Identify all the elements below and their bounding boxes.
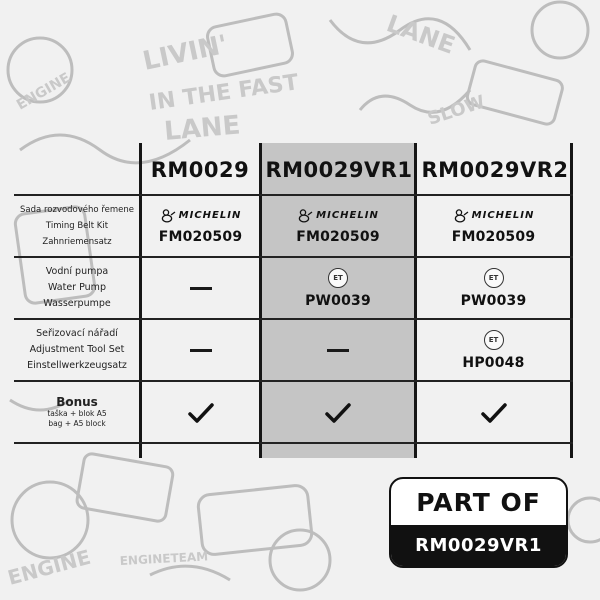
svg-text:ENGINE: ENGINE <box>5 544 94 590</box>
column-header-rm0029vr2: RM0029VR2 <box>421 158 569 182</box>
part-code: FM020509 <box>296 228 380 245</box>
cell-water-pump-rm0029vr1 <box>262 259 414 318</box>
cell-bonus-rm0029vr1 <box>262 383 414 442</box>
michelin-man-icon <box>453 209 469 223</box>
michelin-logo: MICHELIN <box>297 209 379 223</box>
dash-icon <box>327 349 349 352</box>
badge-bottom-text: RM0029VR1 <box>391 525 566 566</box>
part-code: PW0039 <box>460 293 527 309</box>
cell-bonus-rm0029 <box>142 383 259 442</box>
dash-icon <box>190 287 212 290</box>
check-icon <box>325 402 351 424</box>
svg-text:IN THE FAST: IN THE FAST <box>147 70 301 116</box>
row-label-adjustment-tool-set: Seřizovací nářadí Adjustment Tool Set Einstellwerkzeugsatz <box>27 328 127 371</box>
part-of-badge <box>389 477 568 568</box>
cell-water-pump-rm0029 <box>142 259 259 318</box>
cell-timing-belt-rm0029vr1 <box>262 197 414 256</box>
cell-tool-set-rm0029 <box>142 321 259 380</box>
michelin-logo: MICHELIN <box>160 209 242 223</box>
et-logo-icon: ET <box>328 268 348 288</box>
svg-text:ENGINETEAM: ENGINETEAM <box>119 549 209 568</box>
part-code: FM020509 <box>158 228 243 245</box>
et-logo-icon: ET <box>484 268 504 288</box>
michelin-man-icon <box>297 209 313 223</box>
part-code: HP0048 <box>462 355 525 371</box>
svg-text:LANE: LANE <box>382 9 459 60</box>
cell-timing-belt-rm0029 <box>142 197 259 256</box>
cell-bonus-rm0029vr2 <box>417 383 570 442</box>
row-label-bonus: Bonus taška + blok A5 bag + A5 block <box>47 395 107 428</box>
et-logo-icon: ET <box>484 330 504 350</box>
svg-text:ENGINE: ENGINE <box>14 69 74 114</box>
column-header-rm0029: RM0029 <box>150 158 250 182</box>
check-icon <box>188 402 214 424</box>
svg-text:LANE: LANE <box>162 110 242 147</box>
part-code: PW0039 <box>305 293 371 309</box>
column-divider <box>570 143 573 458</box>
cell-timing-belt-rm0029vr2 <box>417 197 570 256</box>
check-icon <box>481 402 507 424</box>
dash-icon <box>190 349 212 352</box>
michelin-logo: MICHELIN <box>453 209 535 223</box>
cell-tool-set-rm0029vr1 <box>262 321 414 380</box>
cell-water-pump-rm0029vr2 <box>417 259 570 318</box>
svg-text:SLOW: SLOW <box>425 91 488 130</box>
bg-text-livin: LIVIN' <box>140 29 231 77</box>
row-divider <box>14 442 573 444</box>
cell-tool-set-rm0029vr2 <box>417 321 570 380</box>
part-code: FM020509 <box>451 228 536 245</box>
michelin-man-icon <box>160 209 176 223</box>
row-label-timing-belt-kit: Sada rozvodového řemene Timing Belt Kit Zahnriemensatz <box>20 205 134 247</box>
row-label-water-pump: Vodní pumpa Water Pump Wasserpumpe <box>43 266 111 309</box>
column-header-rm0029vr1: RM0029VR1 <box>265 158 413 182</box>
badge-top-text: PART OF <box>416 487 541 517</box>
